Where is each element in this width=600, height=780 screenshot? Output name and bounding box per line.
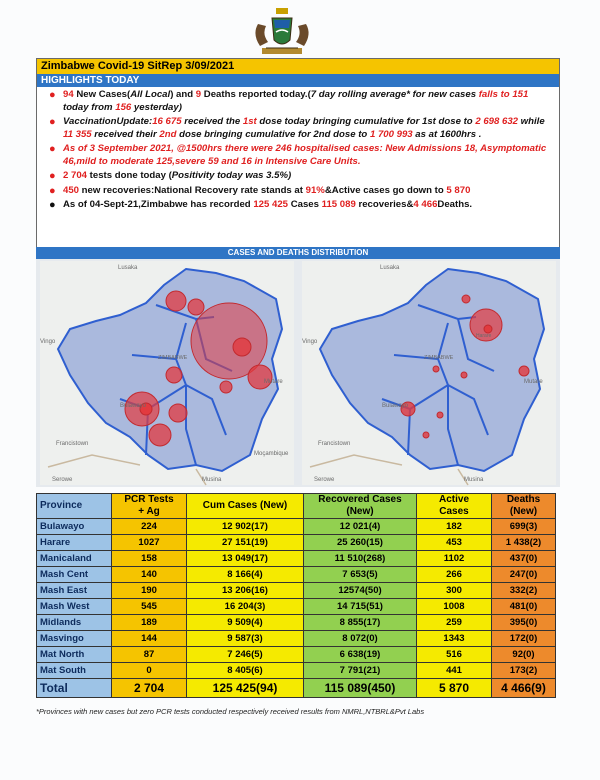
map-label: Bulawayo	[382, 403, 409, 409]
highlight-text: Positivity today was 3.5%)	[171, 170, 292, 181]
cell-province: Mat North	[37, 647, 112, 663]
highlight-text: received their	[91, 128, 160, 140]
cell-province: Mat South	[37, 663, 112, 679]
cell-active: 1008	[417, 599, 492, 615]
cell-active: 300	[417, 583, 492, 599]
cell-pcr-tests: 144	[112, 631, 187, 647]
highlight-text: As of 3 September 2021, @1500hrs there were 246 hospitalised cases: New Admissions 18, Asymptomatic 46,mild to moderate 125,severe 59 and 16 in Intensive Care Units.	[63, 143, 547, 167]
highlight-text: 2nd	[159, 128, 177, 140]
cell-recovered: 8 855(17)	[304, 615, 417, 631]
highlight-item	[49, 89, 553, 114]
highlight-text: 4 466	[413, 199, 438, 210]
cell-deaths: 1 438(2)	[492, 535, 556, 551]
highlight-text: falls to 151	[478, 89, 529, 100]
cell-pcr-tests: 0	[112, 663, 187, 679]
highlight-item	[49, 170, 553, 183]
report-title: Zimbabwe Covid-19 SitRep 3/09/2021	[37, 59, 559, 74]
cell-pcr-tests: 189	[112, 615, 187, 631]
bullet-icon: ●	[49, 184, 56, 197]
cell-cum-cases: 27 151(19)	[187, 535, 304, 551]
total-pcr: 2 704	[112, 679, 187, 698]
total-active: 5 870	[417, 679, 492, 698]
table-row	[37, 615, 556, 631]
total-label: Total	[37, 679, 112, 698]
highlight-text: 94	[63, 89, 74, 100]
bullet-icon: ●	[49, 170, 56, 182]
highlight-text: recoveries&	[355, 199, 414, 210]
cell-province: Mash East	[37, 583, 112, 599]
map-label: Harare	[476, 333, 492, 339]
highlight-text: yesterday)	[131, 101, 182, 113]
highlight-item	[49, 143, 553, 168]
highlight-text: &Active cases go down to	[324, 184, 447, 196]
table-row	[37, 567, 556, 583]
table-row	[37, 599, 556, 615]
cell-province: Mash West	[37, 599, 112, 615]
table-row	[37, 663, 556, 679]
map-label: Moçambique	[254, 451, 289, 457]
highlight-text: 125 425	[253, 199, 289, 210]
cell-pcr-tests: 1027	[112, 535, 187, 551]
highlight-text: new recoveries:National Recovery rate stands at	[79, 184, 306, 196]
highlights-header: HIGHLIGHTS TODAY	[37, 74, 559, 87]
map-label: Musina	[202, 477, 222, 483]
cell-deaths: 172(0)	[492, 631, 556, 647]
map-label: Francistown	[318, 441, 351, 447]
bullet-icon: ●	[49, 143, 56, 155]
cell-cum-cases: 9 587(3)	[187, 631, 304, 647]
cell-cum-cases: 8 405(6)	[187, 663, 304, 679]
highlight-text: 7 day rolling average* for new cases	[310, 89, 479, 100]
distribution-header: CASES AND DEATHS DISTRIBUTION	[36, 247, 560, 259]
cell-pcr-tests: 224	[112, 519, 187, 535]
highlight-text: 9	[195, 89, 202, 100]
map-label: Serowe	[52, 477, 73, 483]
coat-of-arms-icon	[246, 6, 318, 58]
cell-recovered: 7 653(5)	[304, 567, 417, 583]
cell-deaths: 437(0)	[492, 551, 556, 567]
map-label: ZIMBABWE	[424, 355, 454, 361]
cell-active: 453	[417, 535, 492, 551]
highlight-text: 1 700 993	[369, 128, 413, 140]
cell-deaths: 92(0)	[492, 647, 556, 663]
header-province: Province	[37, 494, 112, 519]
cell-deaths: 395(0)	[492, 615, 556, 631]
cell-recovered: 6 638(19)	[304, 647, 417, 663]
cell-recovered: 25 260(15)	[304, 535, 417, 551]
highlight-text: Deaths reported today.(	[201, 89, 311, 100]
highlight-item	[49, 199, 553, 212]
highlight-text: Cases	[288, 199, 322, 210]
cell-province: Bulawayo	[37, 519, 112, 535]
total-deaths: 4 466(9)	[492, 679, 556, 698]
table-row	[37, 631, 556, 647]
cell-province: Harare	[37, 535, 112, 551]
highlight-text: 2 704	[63, 170, 88, 181]
map-label: Lusaka	[380, 265, 400, 271]
highlight-text: received the	[181, 116, 243, 127]
cell-province: Midlands	[37, 615, 112, 631]
highlight-text: 5 870	[446, 184, 471, 196]
highlights-box	[36, 58, 560, 256]
cell-active: 182	[417, 519, 492, 535]
cell-pcr-tests: 190	[112, 583, 187, 599]
header-active: Active Cases	[417, 494, 492, 519]
highlight-text: As of 04-Sept-21,Zimbabwe has recorded	[63, 199, 254, 210]
highlight-text: dose today bringing cumulative for 1st dose to	[256, 116, 476, 127]
province-table	[36, 493, 556, 698]
map-label: Mutare	[264, 379, 283, 385]
highlight-text: as at 1600hrs .	[412, 128, 482, 140]
cell-recovered: 8 072(0)	[304, 631, 417, 647]
map-label: Vingo	[40, 339, 56, 345]
total-cum-cases: 125 425(94)	[187, 679, 304, 698]
map-label: Francistown	[56, 441, 89, 447]
cell-recovered: 7 791(21)	[304, 663, 417, 679]
cell-deaths: 699(3)	[492, 519, 556, 535]
cell-cum-cases: 13 049(17)	[187, 551, 304, 567]
highlight-text: 2 698 632	[475, 116, 518, 127]
cell-province: Manicaland	[37, 551, 112, 567]
bullet-icon: ●	[49, 89, 56, 101]
highlight-text: Deaths.	[437, 199, 473, 210]
highlight-text: New Cases(	[73, 89, 131, 100]
total-recovered: 115 089(450)	[304, 679, 417, 698]
map-label: Vingo	[302, 339, 318, 345]
cell-active: 1343	[417, 631, 492, 647]
highlight-text: while	[518, 116, 545, 127]
highlight-text: 115 089	[321, 199, 356, 210]
cell-pcr-tests: 158	[112, 551, 187, 567]
cell-cum-cases: 7 246(5)	[187, 647, 304, 663]
highlight-item	[49, 184, 553, 198]
bullet-icon: ●	[49, 116, 56, 128]
highlight-item	[49, 116, 553, 141]
footnote: *Provinces with new cases but zero PCR tests conducted respectively received results from NMRL,NTBRL&Pvt Labs	[36, 707, 425, 716]
highlights-list	[37, 87, 559, 212]
header-pcr-tests: PCR Tests + Ag	[112, 494, 187, 519]
cell-active: 516	[417, 647, 492, 663]
bullet-icon: ●	[49, 199, 56, 211]
cell-cum-cases: 8 166(4)	[187, 567, 304, 583]
highlight-text: 16 675	[152, 116, 182, 127]
table-row	[37, 535, 556, 551]
header-deaths: Deaths (New)	[492, 494, 556, 519]
cell-pcr-tests: 87	[112, 647, 187, 663]
table-row	[37, 647, 556, 663]
cell-deaths: 247(0)	[492, 567, 556, 583]
table-row	[37, 519, 556, 535]
table-body	[37, 519, 556, 679]
highlight-text: dose bringing cumulative for 2nd dose to	[176, 128, 370, 140]
cell-province: Mash Cent	[37, 567, 112, 583]
map-label: Mutare	[524, 379, 543, 385]
header-cum-cases: Cum Cases (New)	[187, 494, 304, 519]
cell-active: 259	[417, 615, 492, 631]
cell-province: Masvingo	[37, 631, 112, 647]
table-header-row	[37, 494, 556, 519]
cell-active: 266	[417, 567, 492, 583]
cell-deaths: 332(2)	[492, 583, 556, 599]
cell-cum-cases: 9 509(4)	[187, 615, 304, 631]
cell-pcr-tests: 140	[112, 567, 187, 583]
table-row	[37, 551, 556, 567]
map-label: Serowe	[314, 477, 335, 483]
map-label: Musina	[464, 477, 484, 483]
header-recovered: Recovered Cases (New)	[304, 494, 417, 519]
highlight-text: 91%	[305, 184, 325, 196]
highlight-text: 156	[115, 101, 132, 113]
highlight-text: 450	[63, 184, 80, 196]
highlight-text: 1st	[242, 116, 257, 127]
cell-deaths: 173(2)	[492, 663, 556, 679]
cell-recovered: 12574(50)	[304, 583, 417, 599]
cell-pcr-tests: 545	[112, 599, 187, 615]
highlight-text: today from	[63, 101, 116, 113]
cell-active: 1102	[417, 551, 492, 567]
map-label: Lusaka	[118, 265, 138, 271]
cell-cum-cases: 12 902(17)	[187, 519, 304, 535]
highlight-text: 11 355	[63, 128, 92, 140]
total-row	[37, 679, 556, 698]
distribution-maps	[36, 259, 560, 487]
highlight-text: ) and	[170, 89, 196, 100]
cell-cum-cases: 13 206(16)	[187, 583, 304, 599]
cell-deaths: 481(0)	[492, 599, 556, 615]
cell-recovered: 14 715(51)	[304, 599, 417, 615]
cell-active: 441	[417, 663, 492, 679]
deaths-map	[302, 261, 556, 485]
cell-recovered: 12 021(4)	[304, 519, 417, 535]
highlight-text: All Local	[130, 89, 171, 100]
map-label: Bulawayo	[120, 403, 147, 409]
map-label: ZIMBABWE	[158, 355, 188, 361]
cell-cum-cases: 16 204(3)	[187, 599, 304, 615]
highlight-text: tests done today (	[87, 170, 172, 181]
highlight-text: VaccinationUpdate:	[63, 116, 153, 127]
table-row	[37, 583, 556, 599]
cell-recovered: 11 510(268)	[304, 551, 417, 567]
